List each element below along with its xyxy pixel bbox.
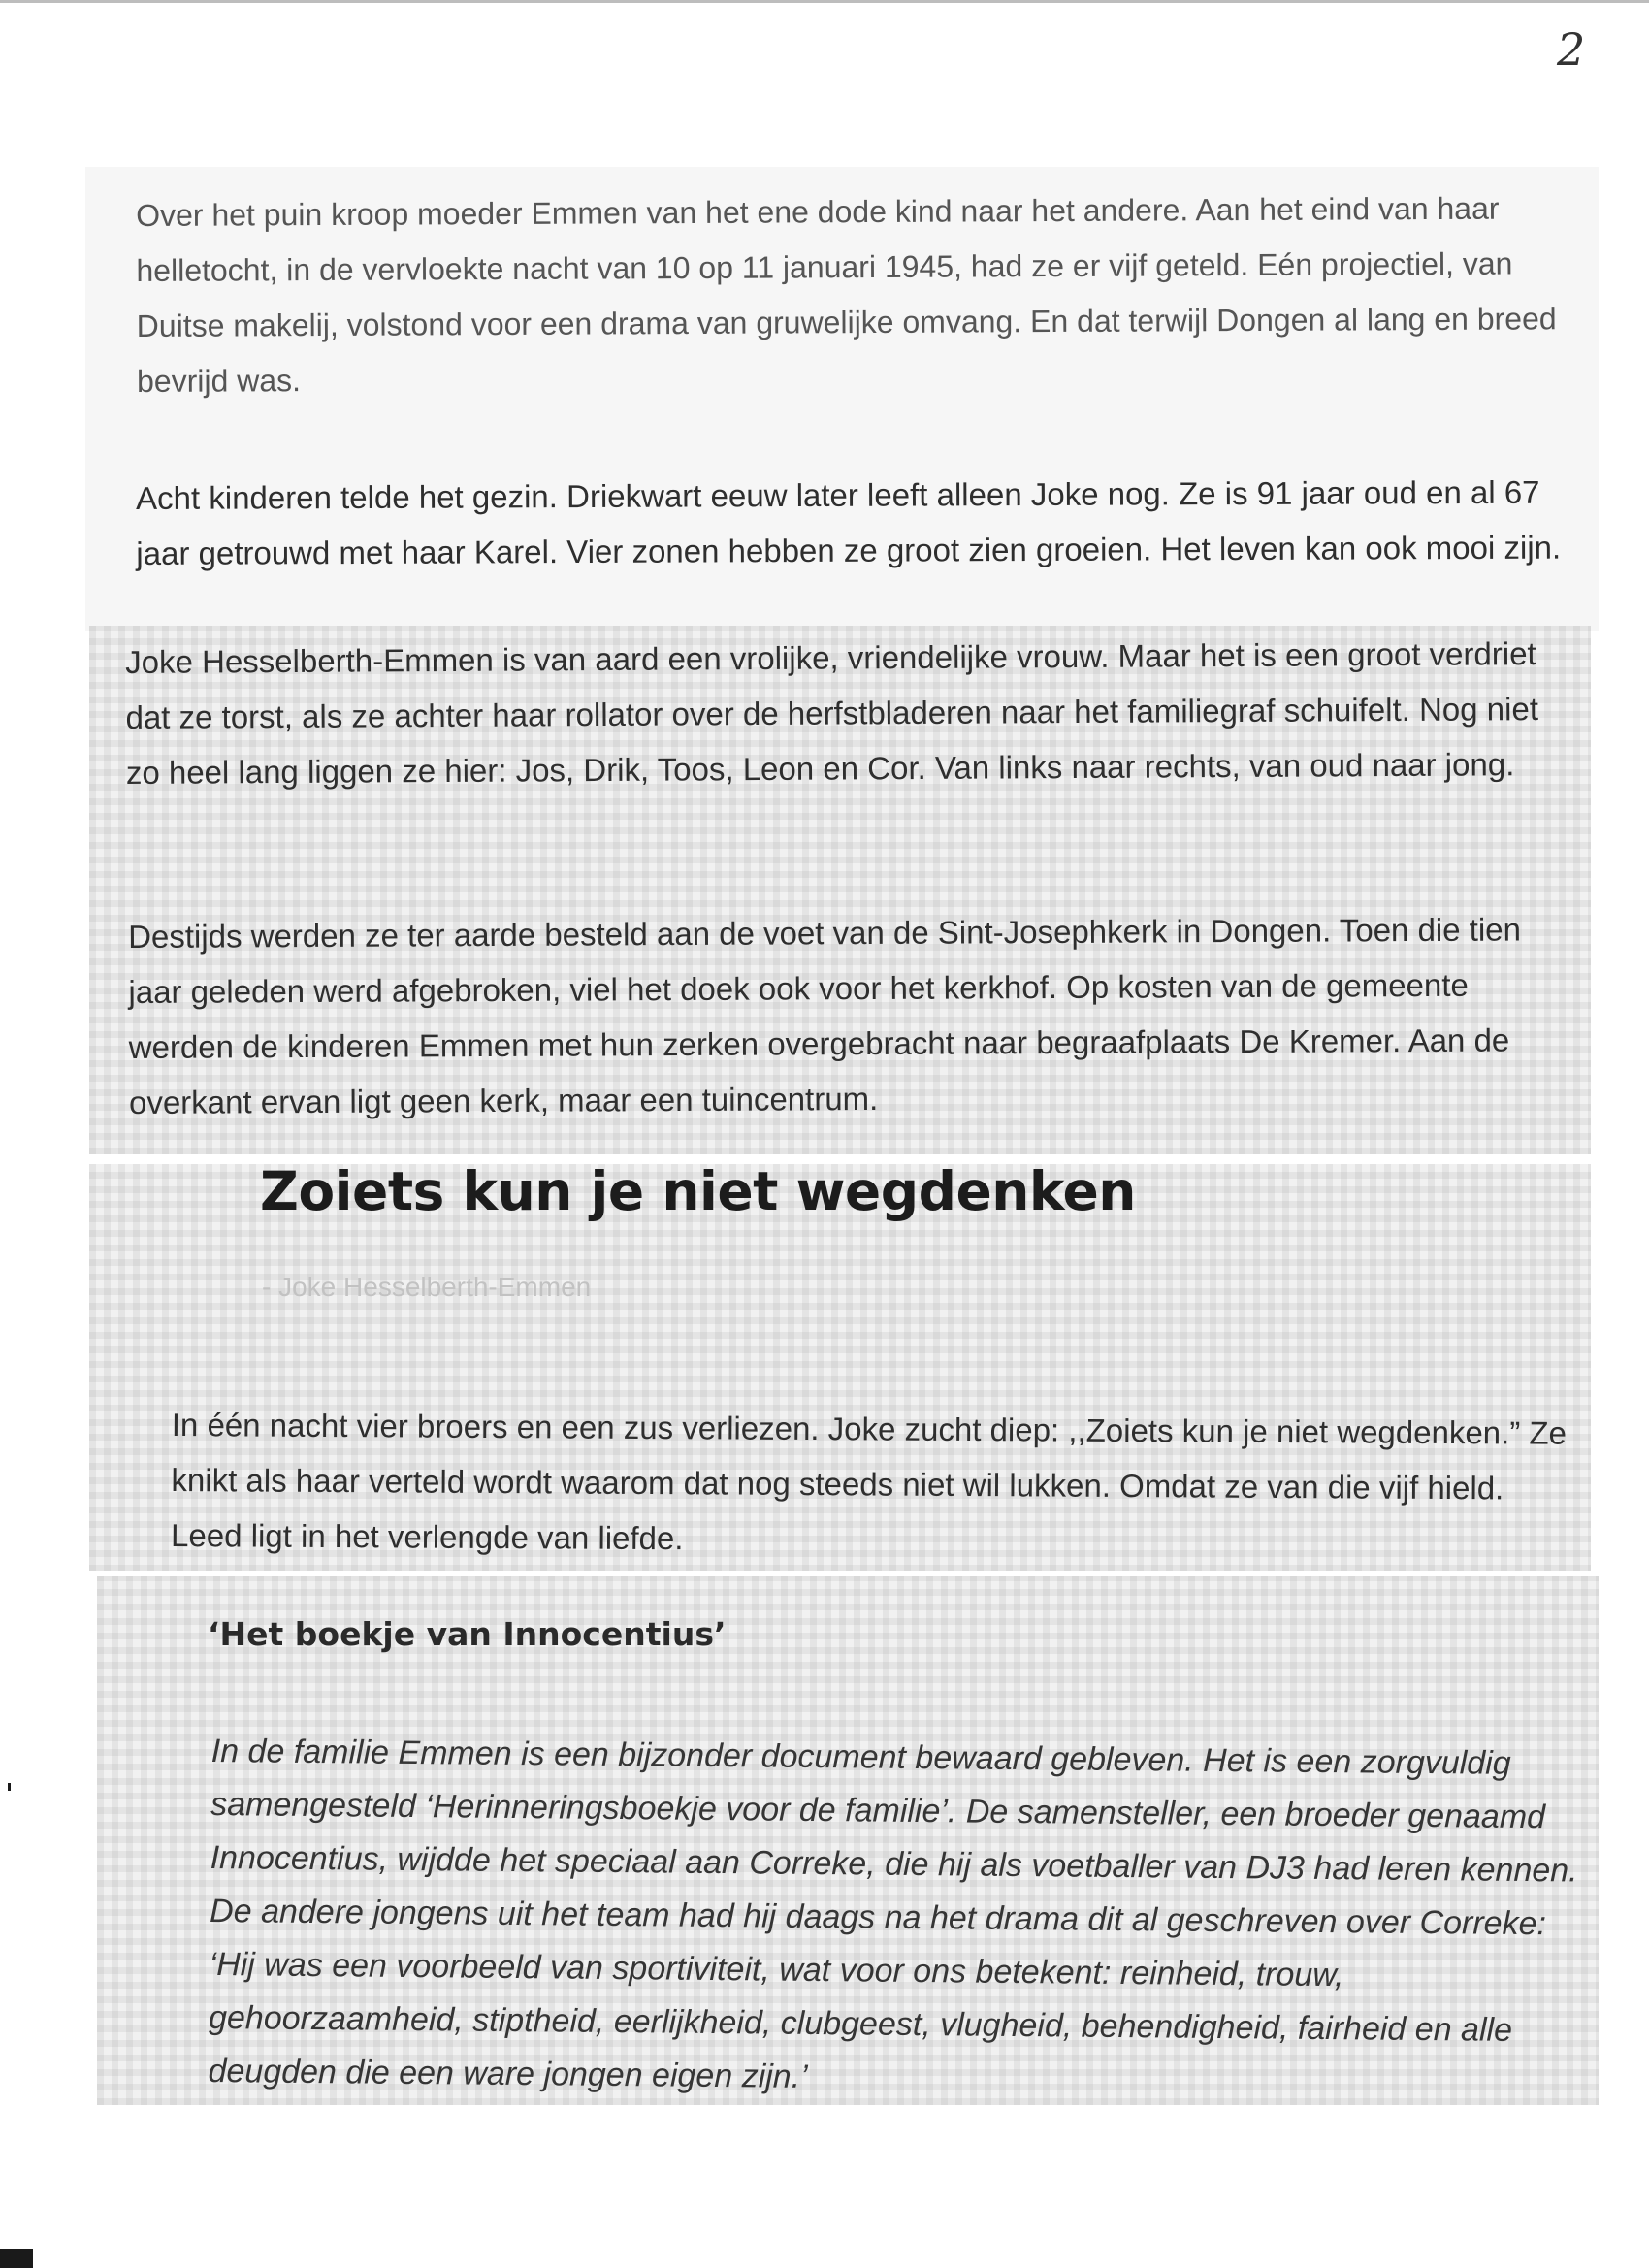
- paragraph-1: Over het puin kroop moeder Emmen van het ene dode kind naar het andere. Aan het eind van haar helletocht, in de vervloekte nacht van 10 op 11 januari 1945, had ze er vijf geteld. Eén projectiel, van Duitse makelij, volstond voor een drama van gruwelijke omvang. En dat terwijl Dongen al lang en breed bevrijd was.: [136, 190, 1557, 399]
- clipping-4: [89, 1164, 1591, 1571]
- paragraph-3: Joke Hesselberth-Emmen is van aard een vrolijke, vriendelijke vrouw. Maar het is een groot verdriet dat ze torst, als ze achter haar rollator over de herfstbladeren naar het familiegraf schuifelt. Nog niet zo heel lang liggen ze hier: Jos, Drik, Toos, Leon en Cor. Van links naar rechts, van oud naar jong.: [125, 635, 1539, 791]
- clipping-2: [85, 451, 1599, 631]
- scan-mark-bottom-left: [0, 2249, 33, 2268]
- clipping-1: [85, 167, 1599, 454]
- paragraph-2: Acht kinderen telde het gezin. Driekwart eeuw later leeft alleen Joke nog. Ze is 91 jaar oud en al 67 jaar getrouwd met haar Karel. Vier zonen hebben ze groot zien groeien. Het leven kan ook mooi zijn.: [136, 473, 1562, 571]
- paragraph-4: Destijds werden ze ter aarde besteld aan de voet van de Sint-Josephkerk in Dongen. Toen die tien jaar geleden werd afgebroken, viel het doek ook voor het kerkhof. Op kosten van de gemeente werden de kinderen Emmen met hun zerken overgebracht naar begraafplaats De Kremer. Aan de overkant ervan ligt geen kerk, maar een tuincentrum.: [128, 911, 1522, 1120]
- quote-heading: Zoiets kun je niet wegdenken: [260, 1160, 1136, 1222]
- box-text: In de familie Emmen is een bijzonder document bewaard gebleven. Het is een zorgvuldig samengesteld ‘Herinneringsboekje voor de familie’. De samensteller, een broeder genaamd Innocentius, wijdde het speciaal aan Correke, die hij als voetballer van DJ3 had leren kennen. De andere jongens uit het team had hij daags na het drama dit al geschreven over Correke: ‘Hij was een voorbeeld van sportiviteit, wat voor ons betekent: reinheid, trouw, gehoorzaamheid, stiptheid, eerlijkheid, clubgeest, vlugheid, behendigheid, fairheid en alle deugden die een ware jongen eigen zijn.’: [208, 1732, 1578, 2095]
- clipping-3: [89, 626, 1591, 1154]
- scan-mark-left-dot: [8, 1783, 11, 1791]
- box-title: ‘Het boekje van Innocentius’: [208, 1615, 727, 1653]
- quote-byline: - Joke Hesselberth-Emmen: [262, 1272, 592, 1302]
- page-number: 2: [1557, 23, 1588, 76]
- paragraph-5: In één nacht vier broers en een zus verliezen. Joke zucht diep: ,,Zoiets kun je niet wegdenken.” Ze knikt als haar verteld wordt waarom dat nog steeds niet wil lukken. Omdat ze van die vijf hield. Leed ligt in het verlengde van liefde.: [171, 1406, 1568, 1557]
